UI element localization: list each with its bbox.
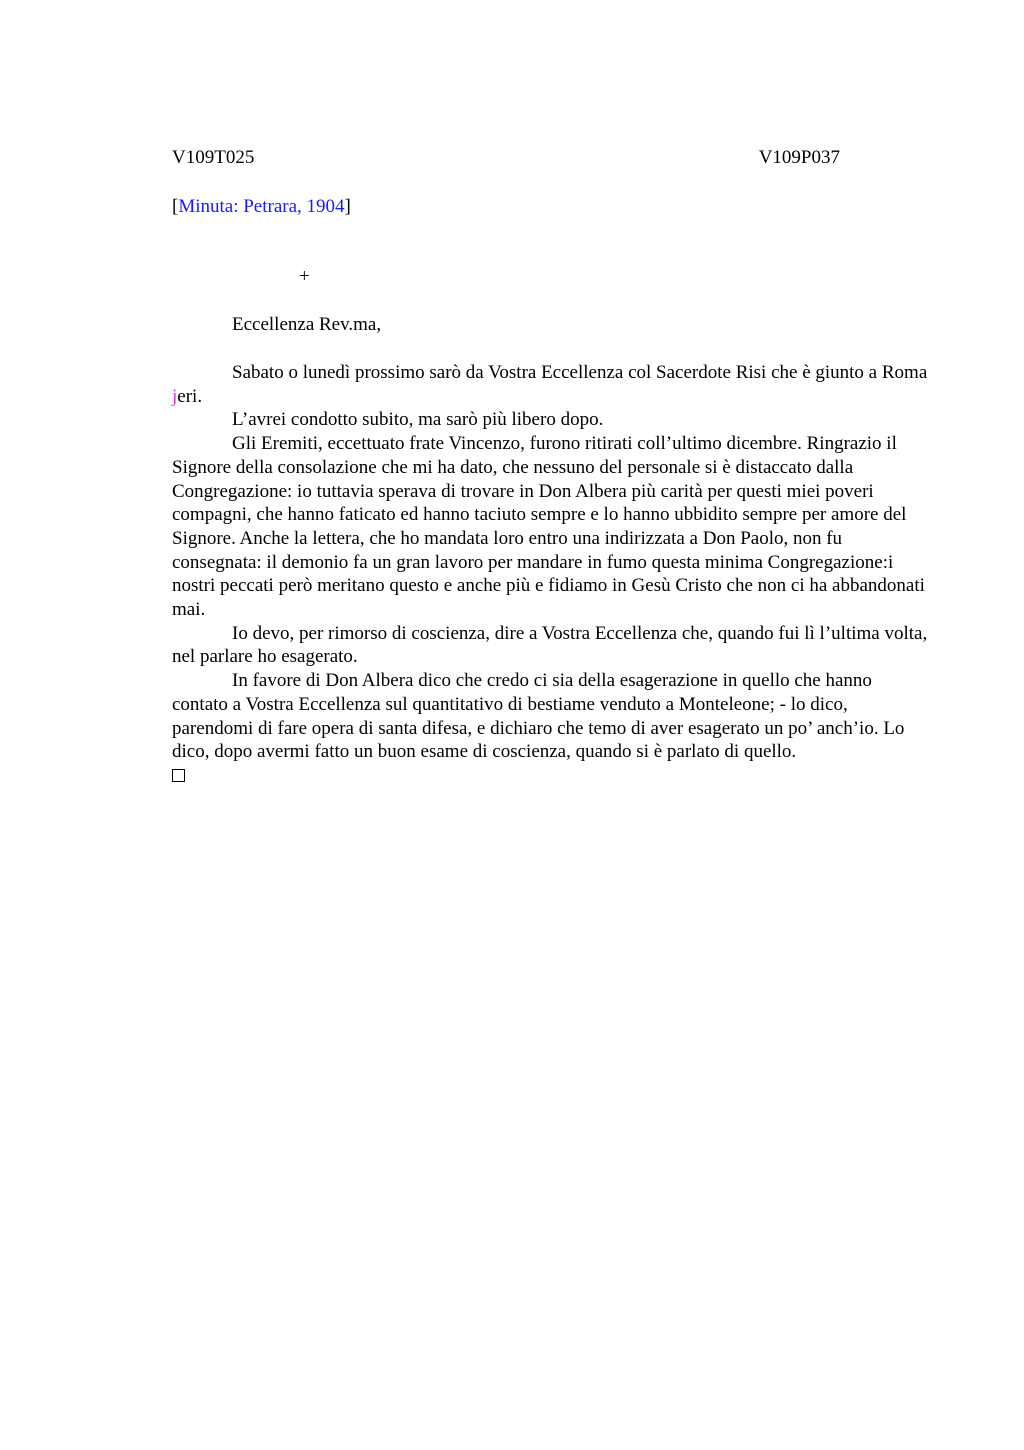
source-note-text: Minuta: Petrara, 1904 [178, 196, 345, 217]
volume-text-code: V109T025 [172, 147, 255, 168]
paragraph-1-end: eri. [177, 385, 203, 407]
source-open-bracket: [ [172, 196, 179, 217]
cross-symbol: + [299, 266, 310, 287]
highlighted-letter: j [172, 385, 178, 407]
source-close-bracket: ] [344, 196, 351, 217]
source-note [172, 196, 351, 218]
letter-body [172, 361, 928, 782]
paragraph-3: Gli Eremiti, eccettuato frate Vincenzo, furono ritirati coll’ultimo dicembre. Ringrazio il Signore della consolazione che mi ha dato, che nessuno del personale si è distaccato dalla Congregazione: io tuttavia sperava di trovare in Don Albera più carità per questi miei poveri compagni, che hanno faticato ed hanno taciuto sempre e lo hanno ubbidito sempre per amore del Signore. Anche la lettera, che ho mandata loro entro una indirizzata a Don Paolo, non fu consegnata: il demonio fa un gran lavoro per mandare in fumo questa minima Congregazione:i nostri peccati però meritano questo e anche più e fidiamo in Gesù Cristo che non ci ha abbandonati mai. [172, 433, 925, 621]
paragraph-5: In favore di Don Albera dico che credo ci sia della esagerazione in quello che hanno contato a Vostra Eccellenza sul quantitativo di bestiame venduto a Monteleone; - lo dico, parendomi di fare opera di santa difesa, e dichiaro che temo di aver esagerato un po’ anch’io. Lo dico, dopo avermi fatto un buon esame di coscienza, quando si è parlato di quello. [172, 670, 905, 763]
paragraph-2: L’avrei condotto subito, ma sarò più libero dopo. [232, 409, 604, 431]
end-box-icon [172, 769, 185, 782]
document-header [172, 147, 840, 171]
paragraph-1-start: Sabato o lunedì prossimo sarò da Vostra Eccellenza col Sacerdote Risi che è giunto a Roma [232, 362, 928, 383]
volume-page-code: V109P037 [758, 147, 840, 168]
paragraph-4: Io devo, per rimorso di coscienza, dire a Vostra Eccellenza che, quando fui lì l’ultima volta, nel parlare ho esagerato. [172, 622, 928, 668]
salutation: Eccellenza Rev.ma, [232, 314, 382, 335]
paragraph-1 [172, 361, 928, 408]
